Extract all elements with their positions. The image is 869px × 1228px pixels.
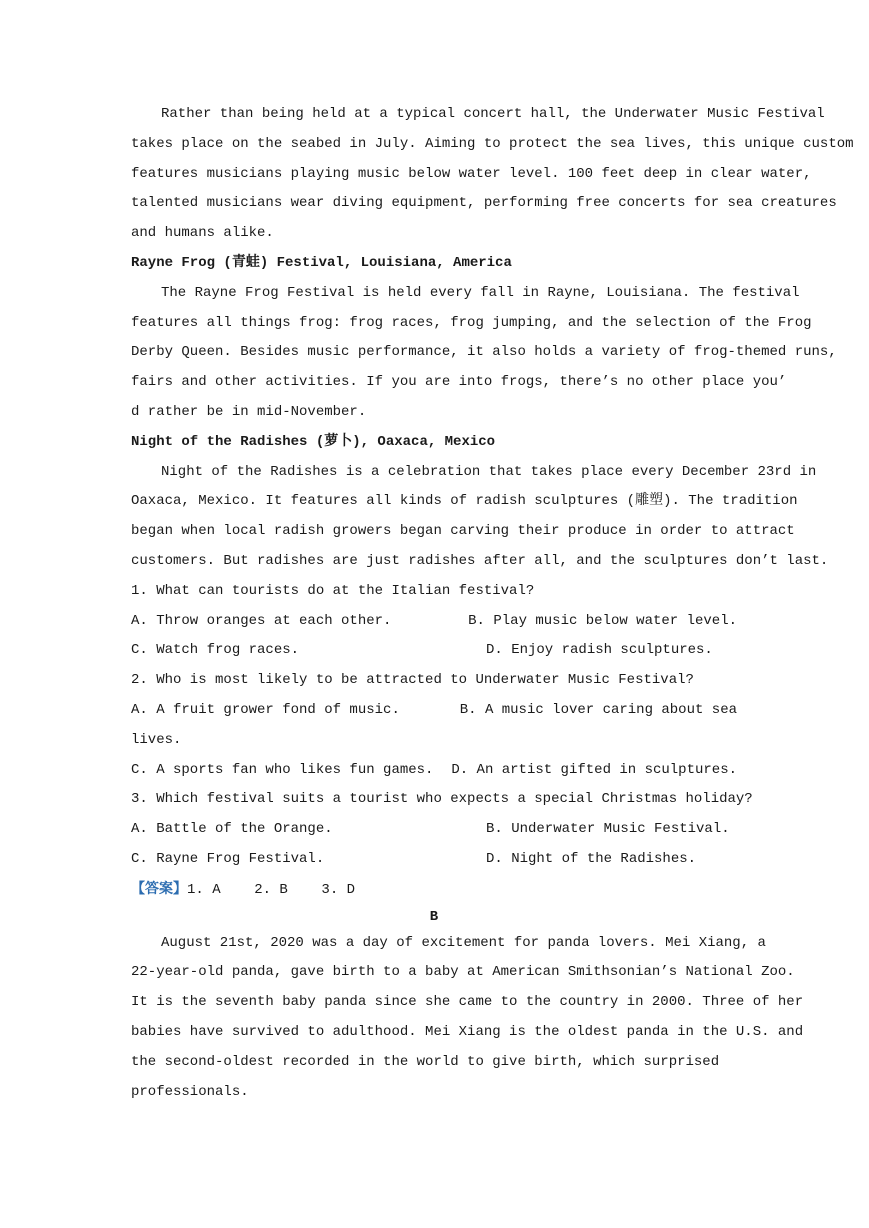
section-label: B — [429, 908, 439, 925]
option-b: B. A music lover caring about sea — [459, 701, 737, 718]
option-row — [131, 845, 737, 875]
option-a: A. A fruit grower fond of music. — [131, 701, 400, 718]
option-row — [131, 696, 737, 726]
option-d: D. Enjoy radish sculptures. — [486, 642, 713, 659]
question-3 — [131, 785, 753, 874]
text-line: and humans alike. — [131, 225, 274, 242]
option-row — [131, 636, 737, 666]
option-row — [131, 756, 737, 786]
text-line: Rather than being held at a typical concert hall, the Underwater Music Festival — [161, 106, 825, 122]
text-line: 22-year-old panda, gave birth to a baby at American Smithsonian’s National Zoo. — [131, 964, 795, 981]
option-c: C. Rayne Frog Festival. — [131, 850, 325, 867]
option-c: C. Watch frog races. — [131, 642, 300, 659]
text-line: Oaxaca, Mexico. It features all kinds of radish sculptures (雕塑). The tradition — [131, 493, 798, 510]
frog-festival-heading: Rayne Frog (青蛙) Festival, Louisiana, America — [131, 254, 512, 271]
option-d: D. Night of the Radishes. — [486, 850, 697, 867]
question-stem: 1. What can tourists do at the Italian festival? — [131, 582, 535, 599]
option-a: A. Throw oranges at each other. — [131, 612, 392, 629]
text-line: professionals. — [131, 1083, 249, 1100]
option-row — [131, 815, 737, 845]
text-line: Night of the Radishes is a celebration that takes place every December 23rd in — [161, 463, 817, 480]
question-stem: 3. Which festival suits a tourist who expects a special Christmas holiday? — [131, 791, 753, 808]
answer-tag: 【答案】 — [131, 880, 187, 897]
radish-paragraph — [131, 458, 829, 577]
question-2 — [131, 666, 737, 785]
option-d: D. An artist gifted in sculptures. — [451, 761, 737, 778]
question-stem: 2. Who is most likely to be attracted to Underwater Music Festival? — [131, 672, 694, 689]
answer-text: 1. A 2. B 3. D — [187, 881, 356, 898]
option-row — [131, 607, 737, 637]
text-line: d rather be in mid-November. — [131, 403, 367, 420]
text-line: takes place on the seabed in July. Aiming to protect the sea lives, this unique custom — [131, 135, 854, 152]
option-a: A. Battle of the Orange. — [131, 821, 333, 838]
frog-paragraph — [131, 279, 837, 428]
text-line: features all things frog: frog races, frog jumping, and the selection of the Frog — [131, 314, 812, 331]
text-line: babies have survived to adulthood. Mei Xiang is the oldest panda in the U.S. and — [131, 1023, 804, 1040]
option-b-continued: lives. — [131, 731, 182, 748]
text-line: The Rayne Frog Festival is held every fall in Rayne, Louisiana. The festival — [161, 284, 800, 301]
document-page — [131, 100, 854, 1107]
text-line: talented musicians wear diving equipment, performing free concerts for sea creatures — [131, 195, 837, 212]
text-line: the second-oldest recorded in the world to give birth, which surprised — [131, 1053, 720, 1070]
text-line: features musicians playing music below water level. 100 feet deep in clear water, — [131, 165, 812, 182]
option-b: B. Underwater Music Festival. — [486, 821, 730, 838]
text-line: began when local radish growers began carving their produce in order to attract — [131, 523, 795, 540]
radish-festival-heading: Night of the Radishes (萝卜), Oaxaca, Mexico — [131, 433, 496, 450]
option-c: C. A sports fan who likes fun games. — [131, 761, 434, 778]
text-line: Derby Queen. Besides music performance, it also holds a variety of frog-themed runs, — [131, 344, 837, 361]
answer-line — [131, 875, 737, 905]
question-1 — [131, 577, 737, 666]
text-line: customers. But radishes are just radishes after all, and the sculptures don’t last. — [131, 552, 829, 569]
underwater-paragraph — [131, 100, 854, 249]
text-line: It is the seventh baby panda since she came to the country in 2000. Three of her — [131, 994, 804, 1011]
option-b: B. Play music below water level. — [468, 612, 737, 629]
panda-paragraph — [131, 929, 804, 1108]
text-line: fairs and other activities. If you are into frogs, there’s no other place you’ — [131, 374, 787, 391]
text-line: August 21st, 2020 was a day of excitement for panda lovers. Mei Xiang, a — [161, 934, 766, 951]
